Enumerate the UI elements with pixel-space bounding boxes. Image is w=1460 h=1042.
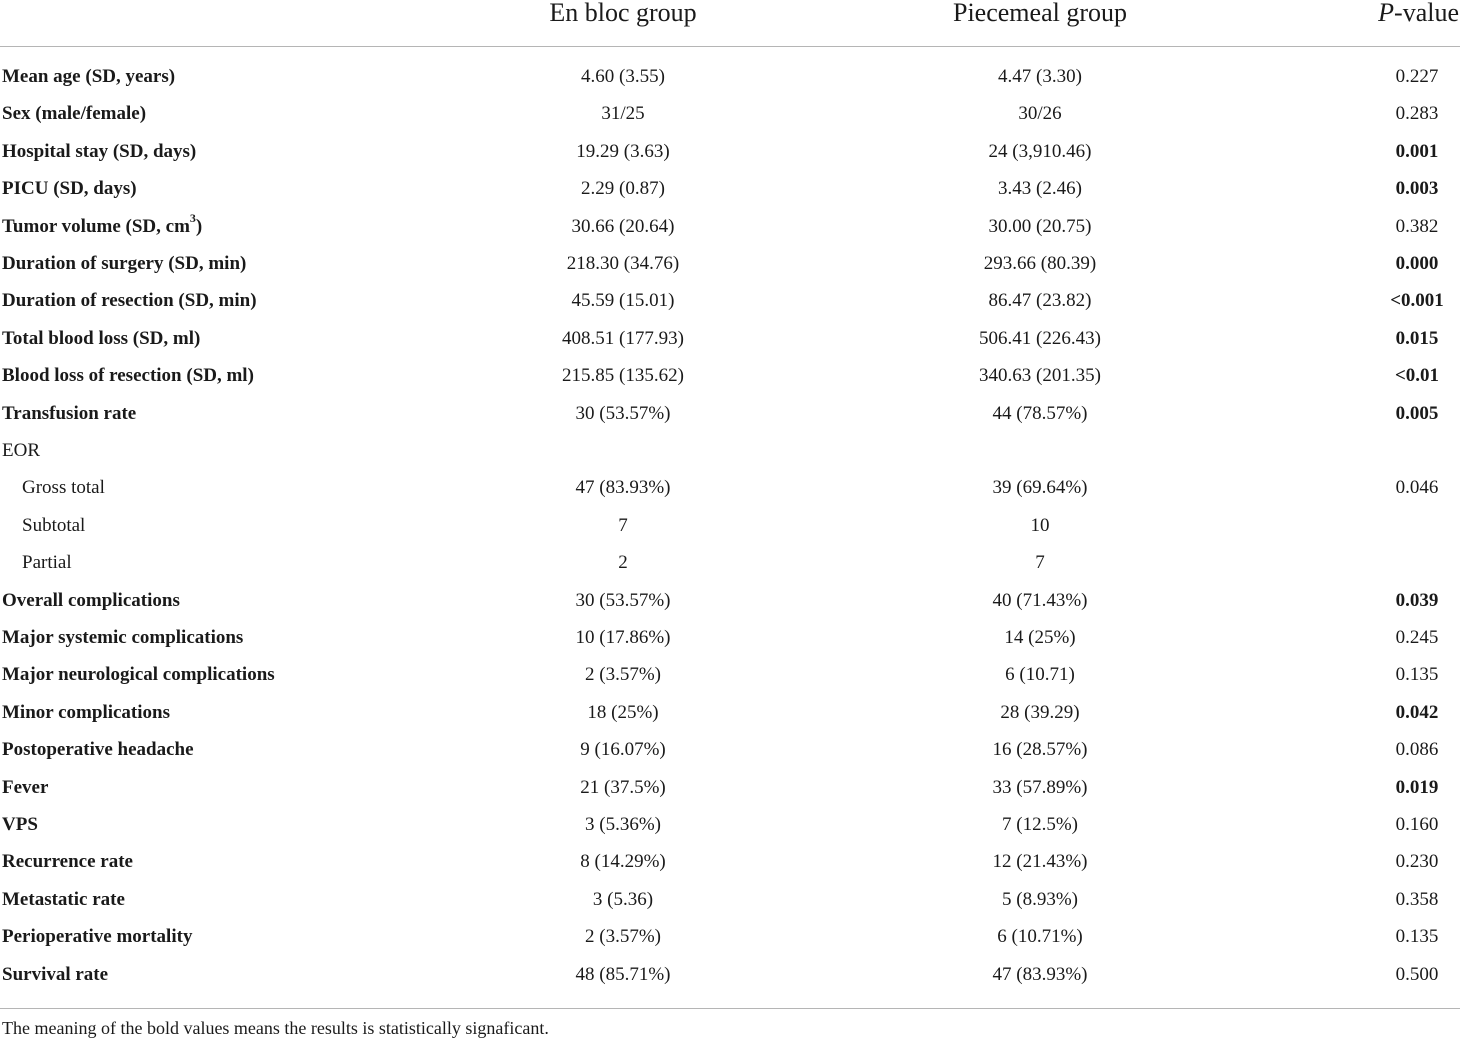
row-label-text: PICU (SD, days)	[2, 178, 137, 200]
cell-en-bloc: 3 (5.36)	[592, 888, 654, 910]
cell-p-value: 0.019	[1395, 776, 1439, 798]
table-row	[0, 545, 1460, 582]
cell-p-value: 0.230	[1395, 851, 1439, 873]
row-label	[22, 552, 72, 574]
cell-p-value: 0.358	[1395, 888, 1439, 910]
cell-piecemeal: 10	[1030, 514, 1050, 536]
cell-en-bloc: 2 (3.57%)	[585, 664, 661, 686]
cell-piecemeal: 39 (69.64%)	[992, 477, 1088, 499]
row-label	[2, 964, 108, 986]
row-label-text: VPS	[2, 814, 38, 835]
row-label-text: EOR	[2, 440, 40, 461]
cell-piecemeal: 293.66 (80.39)	[983, 253, 1097, 274]
row-label	[2, 702, 170, 724]
row-label	[2, 590, 180, 612]
row-label-text: Gross total	[22, 477, 105, 499]
row-label	[2, 141, 196, 163]
cell-p-value: 0.086	[1395, 739, 1439, 761]
cell-p-value: 0.135	[1395, 926, 1439, 948]
cell-p-value: <0.001	[1390, 290, 1444, 312]
cell-en-bloc: 2 (3.57%)	[585, 926, 661, 948]
row-label-superscript: 3	[189, 211, 196, 226]
table-row	[0, 358, 1460, 395]
row-label-text: Postoperative headache	[2, 739, 194, 761]
row-label	[2, 851, 133, 873]
cell-en-bloc: 18 (25%)	[587, 701, 659, 723]
cell-p-value: 0.500	[1395, 963, 1439, 985]
cell-piecemeal: 86.47 (23.82)	[988, 290, 1092, 312]
row-label	[2, 365, 254, 387]
table-row	[0, 171, 1460, 208]
row-label	[2, 777, 48, 799]
table-row	[0, 881, 1460, 918]
table-footnote: The meaning of the bold values means the results is statistically signaficant.	[2, 1018, 549, 1038]
cell-p-value: 0.135	[1395, 664, 1439, 686]
cell-en-bloc: 30 (53.57%)	[575, 402, 671, 424]
cell-p-value: 0.046	[1395, 477, 1439, 499]
cell-p-value: 0.227	[1395, 66, 1439, 87]
row-label-text: Minor complications	[2, 701, 171, 723]
cell-piecemeal: 5 (8.93%)	[1002, 888, 1078, 910]
row-label-text: Fever	[2, 776, 49, 798]
table-row	[0, 807, 1460, 844]
cell-p-value: 0.283	[1395, 103, 1439, 125]
cell-piecemeal: 28 (39.29)	[1000, 701, 1080, 723]
table-bottom-rule	[0, 1008, 1460, 1009]
row-label-text: Total blood loss (SD, ml)	[2, 327, 201, 349]
cell-piecemeal: 12 (21.43%)	[992, 851, 1088, 873]
cell-en-bloc: 3 (5.36%)	[585, 814, 661, 835]
table-row	[0, 320, 1460, 357]
table-row	[0, 844, 1460, 881]
header-p-value-rest: -value	[1394, 0, 1459, 27]
cell-piecemeal: 16 (28.57%)	[992, 739, 1088, 761]
cell-p-value: 0.160	[1395, 814, 1439, 835]
cell-en-bloc: 9 (16.07%)	[580, 739, 666, 761]
row-label-text: Mean age (SD, years)	[2, 66, 176, 87]
row-label	[2, 814, 38, 836]
cell-piecemeal: 340.63 (201.35)	[979, 365, 1101, 387]
cell-piecemeal: 44 (78.57%)	[992, 402, 1088, 424]
table-row	[0, 657, 1460, 694]
table-row	[0, 732, 1460, 769]
cell-p-value: 0.039	[1395, 589, 1439, 611]
cell-en-bloc: 4.60 (3.55)	[581, 66, 665, 87]
row-label-text: Major neurological complications	[2, 664, 275, 686]
cell-piecemeal: 506.41 (226.43)	[979, 327, 1101, 349]
cell-en-bloc: 7	[618, 514, 628, 536]
cell-p-value: 0.382	[1395, 215, 1439, 237]
table-row	[0, 395, 1460, 432]
row-label	[2, 178, 137, 200]
row-label-text: Tumor volume (SD, cm	[2, 215, 190, 237]
cell-piecemeal: 6 (10.71%)	[997, 926, 1083, 948]
row-label-text: Sex (male/female)	[2, 103, 147, 125]
row-label-text: Partial	[22, 552, 72, 574]
cell-piecemeal: 40 (71.43%)	[992, 589, 1088, 611]
table-row	[0, 956, 1460, 993]
cell-p-value: 0.005	[1395, 402, 1439, 424]
cell-en-bloc: 48 (85.71%)	[575, 963, 671, 985]
row-label-text: Perioperative mortality	[2, 926, 193, 948]
row-label	[2, 889, 125, 911]
cell-p-value: 0.001	[1395, 140, 1439, 162]
row-label	[2, 328, 200, 350]
table-row	[0, 694, 1460, 731]
table-row	[0, 769, 1460, 806]
row-label-text: Duration of resection (SD, min)	[2, 290, 257, 312]
cell-piecemeal: 4.47 (3.30)	[998, 66, 1082, 87]
header-en-bloc-group: En bloc group	[549, 0, 697, 27]
cell-p-value: 0.003	[1395, 178, 1439, 200]
row-label	[2, 66, 175, 88]
cell-en-bloc: 30 (53.57%)	[575, 589, 671, 611]
row-label	[2, 103, 146, 125]
row-label-text: Survival rate	[2, 963, 109, 985]
cell-en-bloc: 408.51 (177.93)	[562, 327, 684, 349]
table-row	[0, 507, 1460, 544]
row-label-text: Subtotal	[22, 514, 86, 536]
cell-en-bloc: 218.30 (34.76)	[566, 253, 680, 274]
cell-piecemeal: 3.43 (2.46)	[998, 178, 1082, 200]
cell-en-bloc: 215.85 (135.62)	[562, 365, 684, 387]
row-label-text: Major systemic complications	[2, 627, 244, 648]
cell-en-bloc: 47 (83.93%)	[575, 477, 671, 499]
table-row	[0, 919, 1460, 956]
cell-en-bloc: 45.59 (15.01)	[571, 290, 675, 312]
cell-piecemeal: 7	[1035, 552, 1045, 574]
table-row	[0, 620, 1460, 657]
row-label-text: Duration of surgery (SD, min)	[2, 253, 247, 274]
header-piecemeal-group: Piecemeal group	[953, 0, 1127, 27]
cell-piecemeal: 30.00 (20.75)	[988, 215, 1092, 237]
cell-en-bloc: 30.66 (20.64)	[571, 215, 675, 237]
header-p-value-italic: P	[1378, 0, 1395, 27]
table-row	[0, 582, 1460, 619]
table-row	[0, 470, 1460, 507]
cell-p-value: 0.245	[1395, 627, 1439, 648]
cell-piecemeal: 47 (83.93%)	[992, 963, 1088, 985]
cell-piecemeal: 24 (3,910.46)	[988, 140, 1092, 162]
table-row	[0, 59, 1460, 96]
cell-en-bloc: 19.29 (3.63)	[576, 140, 670, 162]
cell-p-value: <0.01	[1394, 365, 1440, 387]
cell-en-bloc: 21 (37.5%)	[580, 776, 666, 798]
table-row	[0, 433, 1460, 470]
row-label	[2, 403, 136, 425]
row-label-text: Metastatic rate	[2, 888, 125, 910]
row-label	[2, 926, 192, 948]
cell-p-value: 0.042	[1395, 701, 1439, 723]
cell-piecemeal: 7 (12.5%)	[1002, 814, 1078, 835]
row-label-text: Overall complications	[2, 589, 180, 611]
cell-piecemeal: 30/26	[1018, 103, 1062, 125]
row-label	[2, 440, 40, 462]
cell-en-bloc: 2	[618, 552, 628, 574]
table-row	[0, 96, 1460, 133]
cell-piecemeal: 6 (10.71)	[1005, 664, 1075, 686]
row-label-text: Recurrence rate	[2, 851, 133, 873]
table-row	[0, 133, 1460, 170]
row-label-text: Transfusion rate	[2, 402, 137, 424]
cell-en-bloc: 8 (14.29%)	[580, 851, 666, 873]
row-label	[2, 253, 246, 275]
row-label-text: Hospital stay (SD, days)	[2, 140, 197, 162]
row-label	[22, 515, 85, 537]
row-label	[2, 627, 243, 649]
cell-piecemeal: 14 (25%)	[1004, 627, 1076, 648]
table-row	[0, 208, 1460, 245]
cell-en-bloc: 31/25	[601, 103, 645, 125]
table-row	[0, 283, 1460, 320]
row-label-tail: )	[195, 215, 203, 237]
row-label	[2, 290, 257, 312]
row-label	[2, 211, 203, 238]
row-label-text: Blood loss of resection (SD, ml)	[2, 365, 254, 387]
table-row	[0, 246, 1460, 283]
header-p-value	[1378, 0, 1459, 26]
row-label	[2, 739, 194, 761]
table-header	[0, 0, 1460, 47]
cell-en-bloc: 2.29 (0.87)	[581, 178, 665, 200]
cell-en-bloc: 10 (17.86%)	[575, 627, 671, 648]
cell-p-value: 0.000	[1395, 253, 1439, 274]
cell-piecemeal: 33 (57.89%)	[992, 776, 1088, 798]
cell-p-value: 0.015	[1395, 327, 1439, 349]
row-label	[2, 664, 275, 686]
row-label	[22, 477, 105, 499]
